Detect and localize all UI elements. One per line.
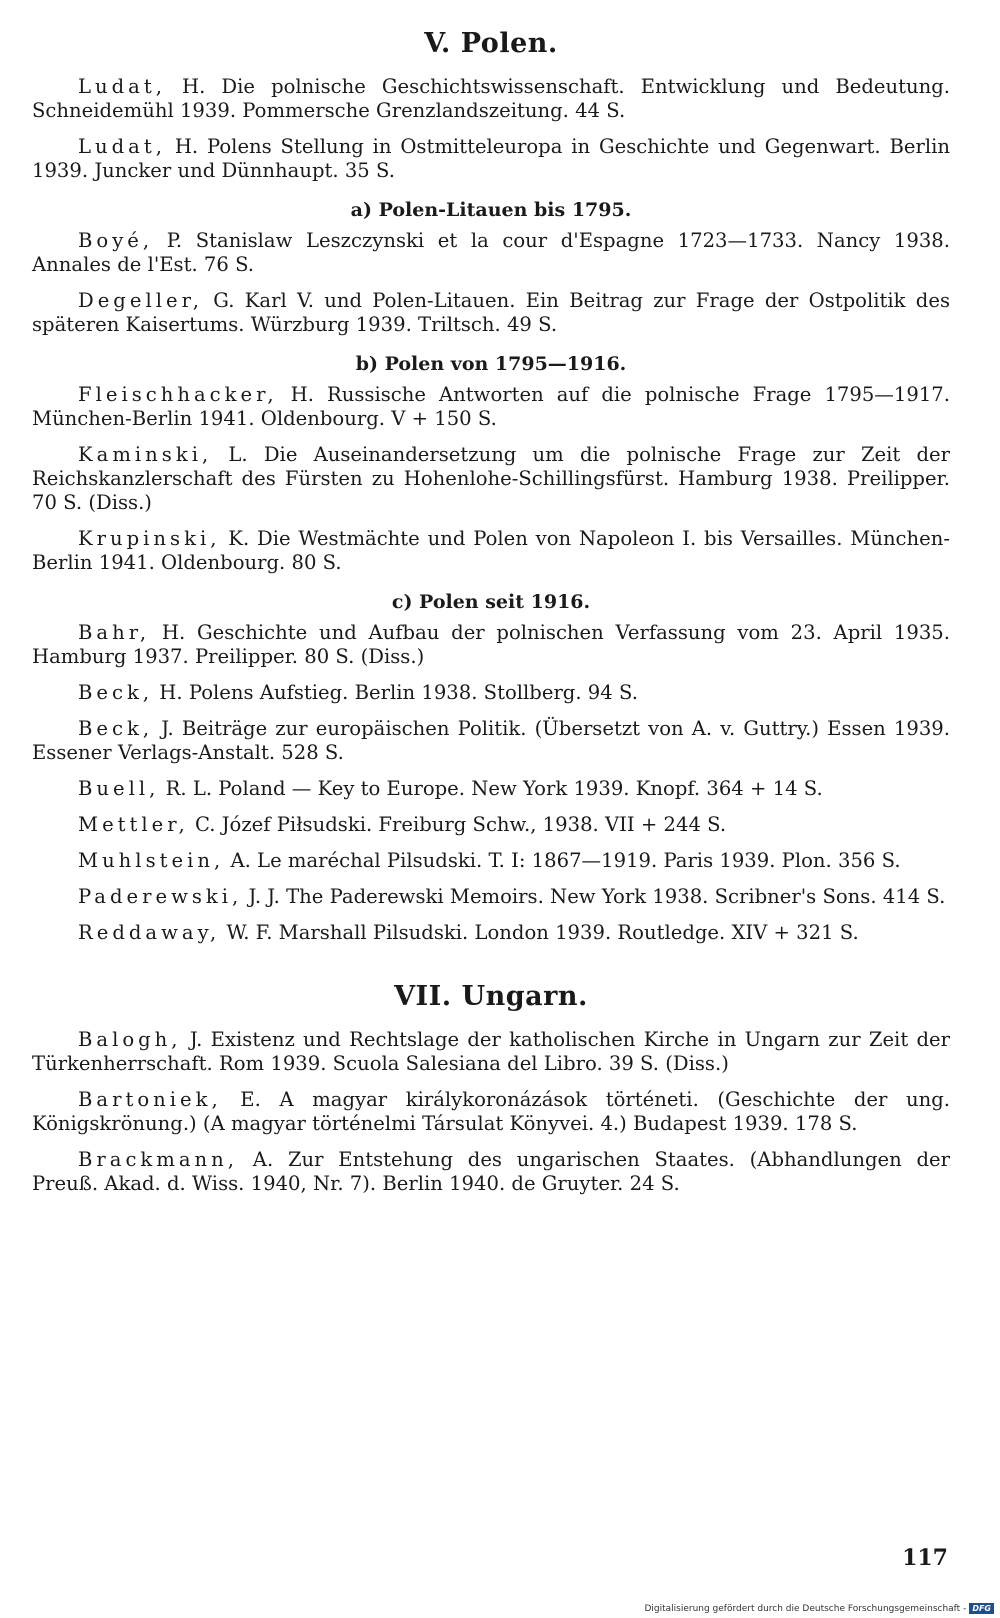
- bibliography-entry: [32, 921, 950, 945]
- entry-text: L. Die Auseinandersetzung um die polnische Frage zur Zeit der Reichskanzlerschaft des Fürsten zu Hohenlohe-Schillingsfürst. Hamburg 1938. Preilipper. 70 S. (Diss.): [32, 443, 950, 514]
- bibliography-entry: [32, 229, 950, 277]
- section-c-list: [32, 621, 950, 945]
- entry-text: P. Stanislaw Leszczynski et la cour d'Espagne 1723—1733. Nancy 1938. Annales de l'Est. 76 S.: [32, 229, 950, 276]
- entry-author: Muhlstein,: [78, 849, 225, 872]
- bibliography-entry: [32, 717, 950, 765]
- entry-text: J. Existenz und Rechtslage der katholischen Kirche in Ungarn zur Zeit der Türkenherrschaft. Rom 1939. Scuola Salesiana del Libro. 39 S. (Diss.): [32, 1028, 950, 1075]
- section-title-a: a) Polen-Litauen bis 1795.: [350, 199, 632, 221]
- entry-text: H. Die polnische Geschichtswissenschaft. Entwicklung und Bedeutung. Schneidemühl 1939. Pommersche Grenzlandszeitung. 44 S.: [32, 75, 950, 122]
- section-b-list: [32, 383, 950, 575]
- entry-text: C. Józef Piłsudski. Freiburg Schw., 1938. VII + 244 S.: [188, 813, 727, 836]
- entry-author: Brackmann,: [78, 1148, 239, 1171]
- entry-text: A. Zur Entstehung des ungarischen Staates. (Abhandlungen der Preuß. Akad. d. Wiss. 1940, Nr. 7). Berlin 1940. de Gruyter. 24 S.: [32, 1148, 950, 1195]
- entry-author: Bartoniek,: [78, 1088, 222, 1111]
- entry-author: Fleischhacker,: [78, 383, 278, 406]
- entry-text: G. Karl V. und Polen-Litauen. Ein Beitrag zur Frage der Ostpolitik des späteren Kaisertums. Würzburg 1939. Triltsch. 49 S.: [32, 289, 950, 336]
- bibliography-entry: [32, 1148, 950, 1196]
- bibliography-entry: [32, 135, 950, 183]
- page-number: 117: [902, 1545, 948, 1571]
- entry-author: Kaminski,: [78, 443, 213, 466]
- bibliography-entry: [32, 681, 950, 705]
- entry-text: J. Beiträge zur europäischen Politik. (Übersetzt von A. v. Guttry.) Essen 1939. Essener Verlags-Anstalt. 528 S.: [32, 717, 950, 764]
- bibliography-entry: [32, 75, 950, 123]
- entry-text: H. Polens Stellung in Ostmitteleuropa in Geschichte und Gegenwart. Berlin 1939. Juncker und Dünnhaupt. 35 S.: [32, 135, 950, 182]
- entry-text: H. Polens Aufstieg. Berlin 1938. Stollberg. 94 S.: [153, 681, 638, 704]
- bibliography-entry: [32, 289, 950, 337]
- section-title-b: b) Polen von 1795—1916.: [355, 353, 627, 375]
- bibliography-entry: [32, 885, 950, 909]
- section-title-c: c) Polen seit 1916.: [391, 591, 591, 613]
- bibliography-entry: [32, 1088, 950, 1136]
- entry-text: A. Le maréchal Pilsudski. T. I: 1867—1919. Paris 1939. Plon. 356 S.: [224, 849, 901, 872]
- footer-text: Digitalisierung gefördert durch die Deutsche Forschungsgemeinschaft -: [644, 1603, 967, 1614]
- bibliography-entry: [32, 1028, 950, 1076]
- page-content: [32, 22, 950, 1208]
- entry-author: Paderewski,: [78, 885, 243, 908]
- entry-author: Boyé,: [78, 229, 154, 252]
- digitization-footer: [644, 1603, 994, 1614]
- entry-author: Balogh,: [78, 1028, 182, 1051]
- section-a-list: [32, 229, 950, 337]
- entry-author: Buell,: [78, 777, 160, 800]
- entry-author: Reddaway,: [78, 921, 221, 944]
- entry-author: Ludat,: [78, 75, 166, 98]
- entry-author: Degeller,: [78, 289, 204, 312]
- entry-text: H. Geschichte und Aufbau der polnischen Verfassung vom 23. April 1935. Hamburg 1937. Preilipper. 80 S. (Diss.): [32, 621, 950, 668]
- entry-author: Bahr,: [78, 621, 151, 644]
- entry-text: J. J. The Paderewski Memoirs. New York 1938. Scribner's Sons. 414 S.: [242, 885, 946, 908]
- dfg-logo: DFG: [969, 1603, 994, 1614]
- chapter-title-ungarn: VII. Ungarn.: [394, 981, 588, 1012]
- entry-text: H. Russische Antworten auf die polnische Frage 1795—1917. München-Berlin 1941. Oldenbourg. V + 150 S.: [32, 383, 950, 430]
- entry-author: Krupinski,: [78, 527, 221, 550]
- entry-author: Beck,: [78, 681, 154, 704]
- entry-author: Ludat,: [78, 135, 166, 158]
- entry-author: Beck,: [78, 717, 154, 740]
- bibliography-entry: [32, 383, 950, 431]
- polen-intro-list: [32, 75, 950, 183]
- bibliography-entry: [32, 443, 950, 515]
- entry-text: W. F. Marshall Pilsudski. London 1939. Routledge. XIV + 321 S.: [220, 921, 859, 944]
- entry-author: Mettler,: [78, 813, 189, 836]
- bibliography-entry: [32, 813, 950, 837]
- bibliography-entry: [32, 777, 950, 801]
- entry-text: E. A magyar királykoronázások történeti. (Geschichte der ung. Königskrönung.) (A magyar történelmi Társulat Könyvei. 4.) Budapest 1939. 178 S.: [32, 1088, 950, 1135]
- ungarn-list: [32, 1028, 950, 1196]
- entry-text: K. Die Westmächte und Polen von Napoleon I. bis Versailles. München-Berlin 1941. Oldenbourg. 80 S.: [32, 527, 950, 574]
- chapter-title-polen: V. Polen.: [424, 28, 558, 59]
- entry-text: R. L. Poland — Key to Europe. New York 1939. Knopf. 364 + 14 S.: [159, 777, 823, 800]
- bibliography-entry: [32, 849, 950, 873]
- bibliography-entry: [32, 621, 950, 669]
- bibliography-entry: [32, 527, 950, 575]
